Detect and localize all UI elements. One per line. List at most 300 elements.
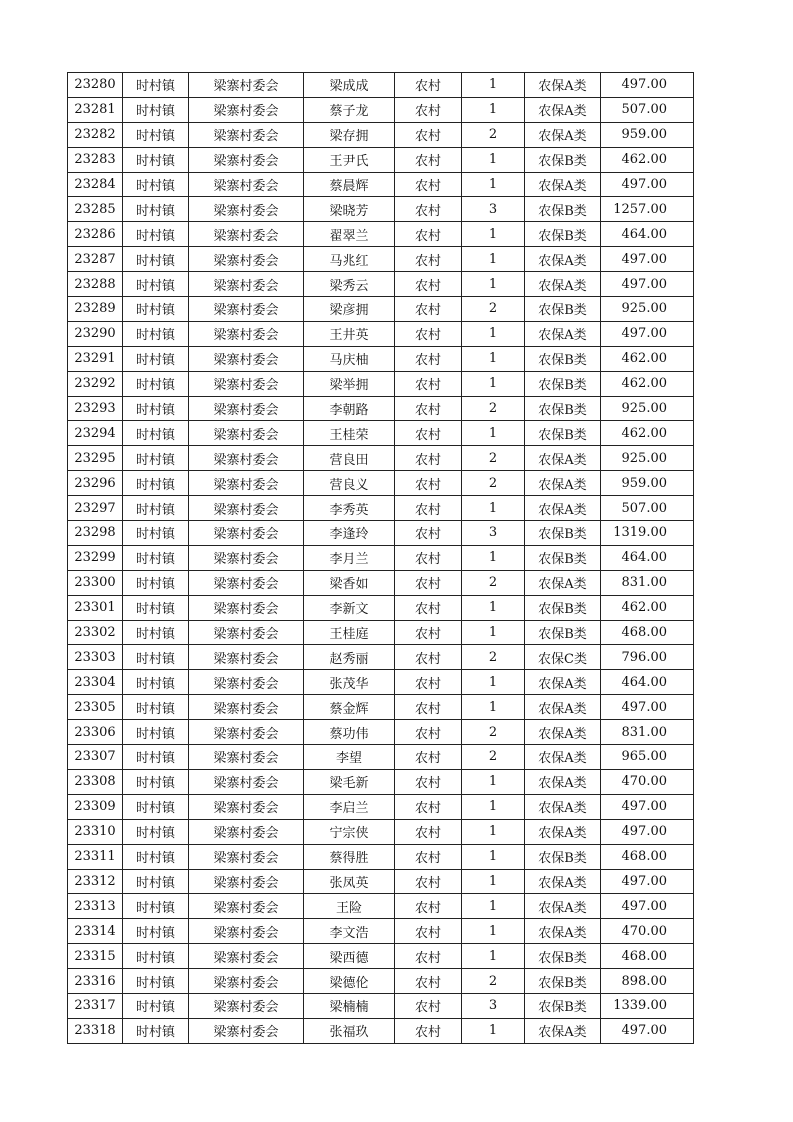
cell-count: 1 <box>462 769 525 794</box>
cell-committee: 梁寨村委会 <box>189 595 304 620</box>
cell-amount: 468.00 <box>601 844 694 869</box>
cell-amount: 462.00 <box>601 371 694 396</box>
cell-name: 张福玖 <box>304 1018 395 1043</box>
table-row <box>68 197 694 222</box>
cell-id: 23284 <box>68 172 123 197</box>
cell-type: 农村 <box>395 794 462 819</box>
cell-amount: 470.00 <box>601 919 694 944</box>
cell-committee: 梁寨村委会 <box>189 222 304 247</box>
cell-committee: 梁寨村委会 <box>189 197 304 222</box>
cell-amount: 497.00 <box>601 869 694 894</box>
table-row <box>68 222 694 247</box>
cell-count: 1 <box>462 919 525 944</box>
cell-type: 农村 <box>395 670 462 695</box>
cell-type: 农村 <box>395 819 462 844</box>
cell-committee: 梁寨村委会 <box>189 147 304 172</box>
cell-name: 王桂庭 <box>304 620 395 645</box>
cell-type: 农村 <box>395 695 462 720</box>
cell-category: 农保B类 <box>525 197 601 222</box>
cell-amount: 965.00 <box>601 745 694 770</box>
table-row <box>68 993 694 1018</box>
cell-type: 农村 <box>395 521 462 546</box>
cell-id: 23308 <box>68 769 123 794</box>
cell-category: 农保A类 <box>525 919 601 944</box>
cell-type: 农村 <box>395 346 462 371</box>
cell-committee: 梁寨村委会 <box>189 969 304 994</box>
cell-amount: 497.00 <box>601 1018 694 1043</box>
cell-count: 2 <box>462 446 525 471</box>
cell-town: 时村镇 <box>123 147 189 172</box>
cell-town: 时村镇 <box>123 819 189 844</box>
cell-committee: 梁寨村委会 <box>189 247 304 272</box>
table-row <box>68 73 694 98</box>
cell-name: 梁香如 <box>304 570 395 595</box>
table-row <box>68 844 694 869</box>
cell-type: 农村 <box>395 545 462 570</box>
cell-amount: 462.00 <box>601 346 694 371</box>
cell-type: 农村 <box>395 321 462 346</box>
cell-committee: 梁寨村委会 <box>189 769 304 794</box>
cell-category: 农保B类 <box>525 222 601 247</box>
cell-category: 农保A类 <box>525 321 601 346</box>
cell-committee: 梁寨村委会 <box>189 919 304 944</box>
cell-category: 农保A类 <box>525 97 601 122</box>
cell-count: 1 <box>462 869 525 894</box>
cell-amount: 925.00 <box>601 396 694 421</box>
cell-committee: 梁寨村委会 <box>189 172 304 197</box>
cell-count: 1 <box>462 695 525 720</box>
cell-town: 时村镇 <box>123 122 189 147</box>
cell-amount: 470.00 <box>601 769 694 794</box>
cell-amount: 497.00 <box>601 272 694 297</box>
cell-type: 农村 <box>395 944 462 969</box>
cell-type: 农村 <box>395 147 462 172</box>
cell-committee: 梁寨村委会 <box>189 869 304 894</box>
table-row <box>68 869 694 894</box>
cell-category: 农保B类 <box>525 545 601 570</box>
cell-type: 农村 <box>395 371 462 396</box>
cell-amount: 497.00 <box>601 247 694 272</box>
cell-amount: 831.00 <box>601 720 694 745</box>
cell-category: 农保A类 <box>525 720 601 745</box>
cell-id: 23292 <box>68 371 123 396</box>
cell-name: 宁宗侠 <box>304 819 395 844</box>
table-row <box>68 620 694 645</box>
cell-amount: 497.00 <box>601 321 694 346</box>
table-row <box>68 769 694 794</box>
cell-category: 农保A类 <box>525 272 601 297</box>
cell-name: 梁举拥 <box>304 371 395 396</box>
cell-committee: 梁寨村委会 <box>189 496 304 521</box>
cell-id: 23299 <box>68 545 123 570</box>
cell-committee: 梁寨村委会 <box>189 670 304 695</box>
cell-amount: 497.00 <box>601 894 694 919</box>
cell-category: 农保B类 <box>525 346 601 371</box>
cell-name: 梁毛新 <box>304 769 395 794</box>
cell-committee: 梁寨村委会 <box>189 794 304 819</box>
table-row <box>68 670 694 695</box>
cell-amount: 497.00 <box>601 172 694 197</box>
cell-type: 农村 <box>395 297 462 322</box>
cell-town: 时村镇 <box>123 670 189 695</box>
cell-town: 时村镇 <box>123 321 189 346</box>
cell-count: 1 <box>462 321 525 346</box>
cell-committee: 梁寨村委会 <box>189 745 304 770</box>
cell-committee: 梁寨村委会 <box>189 1018 304 1043</box>
cell-type: 农村 <box>395 272 462 297</box>
cell-type: 农村 <box>395 73 462 98</box>
cell-count: 1 <box>462 819 525 844</box>
cell-type: 农村 <box>395 97 462 122</box>
cell-count: 1 <box>462 222 525 247</box>
table-row <box>68 496 694 521</box>
cell-count: 2 <box>462 720 525 745</box>
cell-id: 23286 <box>68 222 123 247</box>
cell-type: 农村 <box>395 247 462 272</box>
cell-committee: 梁寨村委会 <box>189 695 304 720</box>
cell-id: 23281 <box>68 97 123 122</box>
cell-name: 梁成成 <box>304 73 395 98</box>
cell-name: 梁秀云 <box>304 272 395 297</box>
cell-count: 1 <box>462 844 525 869</box>
table-row <box>68 272 694 297</box>
cell-id: 23316 <box>68 969 123 994</box>
table-row <box>68 247 694 272</box>
cell-category: 农保A类 <box>525 73 601 98</box>
cell-name: 梁楠楠 <box>304 993 395 1018</box>
cell-type: 农村 <box>395 844 462 869</box>
cell-amount: 462.00 <box>601 595 694 620</box>
cell-amount: 497.00 <box>601 695 694 720</box>
cell-name: 李文浩 <box>304 919 395 944</box>
cell-amount: 1319.00 <box>601 521 694 546</box>
cell-type: 农村 <box>395 595 462 620</box>
cell-name: 李秀英 <box>304 496 395 521</box>
cell-type: 农村 <box>395 993 462 1018</box>
cell-name: 营良义 <box>304 471 395 496</box>
cell-id: 23300 <box>68 570 123 595</box>
cell-amount: 468.00 <box>601 620 694 645</box>
cell-id: 23304 <box>68 670 123 695</box>
table-row <box>68 396 694 421</box>
cell-category: 农保A类 <box>525 471 601 496</box>
cell-id: 23285 <box>68 197 123 222</box>
cell-name: 马庆柚 <box>304 346 395 371</box>
cell-amount: 1339.00 <box>601 993 694 1018</box>
cell-count: 1 <box>462 894 525 919</box>
table-row <box>68 745 694 770</box>
cell-committee: 梁寨村委会 <box>189 321 304 346</box>
cell-type: 农村 <box>395 720 462 745</box>
cell-name: 翟翠兰 <box>304 222 395 247</box>
cell-town: 时村镇 <box>123 371 189 396</box>
cell-committee: 梁寨村委会 <box>189 570 304 595</box>
cell-category: 农保A类 <box>525 1018 601 1043</box>
cell-count: 1 <box>462 97 525 122</box>
cell-category: 农保A类 <box>525 496 601 521</box>
cell-count: 2 <box>462 969 525 994</box>
cell-category: 农保A类 <box>525 122 601 147</box>
cell-amount: 462.00 <box>601 421 694 446</box>
cell-category: 农保B类 <box>525 993 601 1018</box>
cell-category: 农保B类 <box>525 969 601 994</box>
cell-committee: 梁寨村委会 <box>189 944 304 969</box>
cell-town: 时村镇 <box>123 197 189 222</box>
cell-town: 时村镇 <box>123 944 189 969</box>
cell-category: 农保B类 <box>525 620 601 645</box>
table-row <box>68 819 694 844</box>
cell-id: 23298 <box>68 521 123 546</box>
cell-committee: 梁寨村委会 <box>189 396 304 421</box>
cell-count: 3 <box>462 993 525 1018</box>
cell-count: 2 <box>462 471 525 496</box>
cell-town: 时村镇 <box>123 869 189 894</box>
cell-amount: 497.00 <box>601 794 694 819</box>
cell-count: 1 <box>462 272 525 297</box>
table-row <box>68 894 694 919</box>
cell-count: 1 <box>462 620 525 645</box>
cell-category: 农保A类 <box>525 570 601 595</box>
table-row <box>68 97 694 122</box>
cell-type: 农村 <box>395 1018 462 1043</box>
cell-count: 1 <box>462 794 525 819</box>
table-row <box>68 371 694 396</box>
table-row <box>68 172 694 197</box>
cell-town: 时村镇 <box>123 844 189 869</box>
cell-town: 时村镇 <box>123 471 189 496</box>
cell-id: 23318 <box>68 1018 123 1043</box>
cell-town: 时村镇 <box>123 521 189 546</box>
cell-name: 张凤英 <box>304 869 395 894</box>
cell-category: 农保B类 <box>525 371 601 396</box>
cell-committee: 梁寨村委会 <box>189 446 304 471</box>
cell-town: 时村镇 <box>123 396 189 421</box>
cell-committee: 梁寨村委会 <box>189 545 304 570</box>
cell-category: 农保C类 <box>525 645 601 670</box>
cell-committee: 梁寨村委会 <box>189 272 304 297</box>
cell-town: 时村镇 <box>123 645 189 670</box>
table-row <box>68 297 694 322</box>
cell-name: 王井英 <box>304 321 395 346</box>
cell-category: 农保B类 <box>525 844 601 869</box>
cell-id: 23310 <box>68 819 123 844</box>
cell-amount: 925.00 <box>601 446 694 471</box>
table-row <box>68 346 694 371</box>
cell-amount: 497.00 <box>601 819 694 844</box>
cell-category: 农保A类 <box>525 869 601 894</box>
cell-type: 农村 <box>395 197 462 222</box>
cell-name: 李月兰 <box>304 545 395 570</box>
cell-town: 时村镇 <box>123 745 189 770</box>
table-row <box>68 969 694 994</box>
cell-id: 23287 <box>68 247 123 272</box>
cell-count: 3 <box>462 197 525 222</box>
cell-amount: 507.00 <box>601 97 694 122</box>
cell-type: 农村 <box>395 645 462 670</box>
cell-committee: 梁寨村委会 <box>189 521 304 546</box>
cell-type: 农村 <box>395 421 462 446</box>
cell-town: 时村镇 <box>123 545 189 570</box>
cell-town: 时村镇 <box>123 247 189 272</box>
cell-id: 23288 <box>68 272 123 297</box>
cell-type: 农村 <box>395 172 462 197</box>
table-row <box>68 570 694 595</box>
cell-town: 时村镇 <box>123 794 189 819</box>
cell-committee: 梁寨村委会 <box>189 371 304 396</box>
cell-name: 赵秀丽 <box>304 645 395 670</box>
cell-name: 蔡晨辉 <box>304 172 395 197</box>
cell-count: 1 <box>462 73 525 98</box>
cell-committee: 梁寨村委会 <box>189 844 304 869</box>
cell-type: 农村 <box>395 471 462 496</box>
cell-amount: 959.00 <box>601 471 694 496</box>
cell-committee: 梁寨村委会 <box>189 819 304 844</box>
cell-type: 农村 <box>395 769 462 794</box>
cell-id: 23291 <box>68 346 123 371</box>
cell-amount: 462.00 <box>601 147 694 172</box>
cell-count: 1 <box>462 147 525 172</box>
cell-committee: 梁寨村委会 <box>189 993 304 1018</box>
cell-committee: 梁寨村委会 <box>189 346 304 371</box>
cell-id: 23305 <box>68 695 123 720</box>
cell-name: 蔡得胜 <box>304 844 395 869</box>
cell-category: 农保A类 <box>525 745 601 770</box>
cell-count: 2 <box>462 570 525 595</box>
table-body <box>68 73 694 1044</box>
cell-count: 2 <box>462 645 525 670</box>
cell-committee: 梁寨村委会 <box>189 645 304 670</box>
cell-amount: 464.00 <box>601 222 694 247</box>
cell-name: 李逢玲 <box>304 521 395 546</box>
cell-id: 23317 <box>68 993 123 1018</box>
cell-count: 1 <box>462 421 525 446</box>
cell-amount: 898.00 <box>601 969 694 994</box>
cell-id: 23301 <box>68 595 123 620</box>
cell-category: 农保A类 <box>525 819 601 844</box>
cell-name: 梁彦拥 <box>304 297 395 322</box>
cell-count: 2 <box>462 745 525 770</box>
cell-amount: 1257.00 <box>601 197 694 222</box>
cell-town: 时村镇 <box>123 272 189 297</box>
cell-id: 23311 <box>68 844 123 869</box>
cell-name: 马兆红 <box>304 247 395 272</box>
cell-name: 蔡金辉 <box>304 695 395 720</box>
cell-count: 2 <box>462 297 525 322</box>
cell-category: 农保B类 <box>525 944 601 969</box>
cell-id: 23306 <box>68 720 123 745</box>
cell-town: 时村镇 <box>123 446 189 471</box>
cell-committee: 梁寨村委会 <box>189 894 304 919</box>
table-row <box>68 595 694 620</box>
cell-id: 23307 <box>68 745 123 770</box>
cell-name: 梁德伦 <box>304 969 395 994</box>
cell-amount: 925.00 <box>601 297 694 322</box>
cell-town: 时村镇 <box>123 1018 189 1043</box>
cell-town: 时村镇 <box>123 73 189 98</box>
cell-committee: 梁寨村委会 <box>189 122 304 147</box>
cell-category: 农保B类 <box>525 595 601 620</box>
cell-category: 农保A类 <box>525 670 601 695</box>
cell-id: 23290 <box>68 321 123 346</box>
cell-committee: 梁寨村委会 <box>189 421 304 446</box>
cell-id: 23294 <box>68 421 123 446</box>
cell-id: 23296 <box>68 471 123 496</box>
cell-town: 时村镇 <box>123 222 189 247</box>
cell-town: 时村镇 <box>123 695 189 720</box>
cell-town: 时村镇 <box>123 570 189 595</box>
cell-amount: 507.00 <box>601 496 694 521</box>
cell-name: 王尹氏 <box>304 147 395 172</box>
table-row <box>68 122 694 147</box>
cell-id: 23297 <box>68 496 123 521</box>
cell-category: 农保B类 <box>525 147 601 172</box>
cell-type: 农村 <box>395 919 462 944</box>
table-row <box>68 695 694 720</box>
cell-name: 梁晓芳 <box>304 197 395 222</box>
cell-town: 时村镇 <box>123 993 189 1018</box>
cell-town: 时村镇 <box>123 297 189 322</box>
cell-id: 23295 <box>68 446 123 471</box>
cell-count: 1 <box>462 247 525 272</box>
cell-category: 农保A类 <box>525 695 601 720</box>
cell-town: 时村镇 <box>123 421 189 446</box>
cell-type: 农村 <box>395 894 462 919</box>
cell-town: 时村镇 <box>123 894 189 919</box>
cell-town: 时村镇 <box>123 496 189 521</box>
cell-town: 时村镇 <box>123 969 189 994</box>
cell-town: 时村镇 <box>123 97 189 122</box>
cell-count: 1 <box>462 1018 525 1043</box>
cell-id: 23280 <box>68 73 123 98</box>
cell-count: 3 <box>462 521 525 546</box>
cell-committee: 梁寨村委会 <box>189 720 304 745</box>
cell-town: 时村镇 <box>123 595 189 620</box>
table-row <box>68 321 694 346</box>
cell-name: 张茂华 <box>304 670 395 695</box>
cell-name: 李望 <box>304 745 395 770</box>
cell-town: 时村镇 <box>123 620 189 645</box>
table-row <box>68 446 694 471</box>
cell-count: 1 <box>462 371 525 396</box>
cell-id: 23315 <box>68 944 123 969</box>
cell-town: 时村镇 <box>123 919 189 944</box>
cell-count: 2 <box>462 396 525 421</box>
cell-count: 1 <box>462 346 525 371</box>
cell-type: 农村 <box>395 496 462 521</box>
cell-category: 农保A类 <box>525 247 601 272</box>
table-row <box>68 944 694 969</box>
cell-type: 农村 <box>395 745 462 770</box>
cell-count: 1 <box>462 496 525 521</box>
cell-category: 农保A类 <box>525 794 601 819</box>
cell-town: 时村镇 <box>123 172 189 197</box>
cell-name: 李朝路 <box>304 396 395 421</box>
cell-id: 23303 <box>68 645 123 670</box>
cell-count: 1 <box>462 670 525 695</box>
cell-type: 农村 <box>395 869 462 894</box>
cell-type: 农村 <box>395 969 462 994</box>
cell-amount: 464.00 <box>601 670 694 695</box>
cell-name: 王险 <box>304 894 395 919</box>
cell-amount: 497.00 <box>601 73 694 98</box>
cell-id: 23293 <box>68 396 123 421</box>
data-table <box>67 72 694 1044</box>
cell-amount: 468.00 <box>601 944 694 969</box>
cell-category: 农保B类 <box>525 421 601 446</box>
table-row <box>68 1018 694 1043</box>
cell-category: 农保B类 <box>525 297 601 322</box>
cell-category: 农保B类 <box>525 521 601 546</box>
